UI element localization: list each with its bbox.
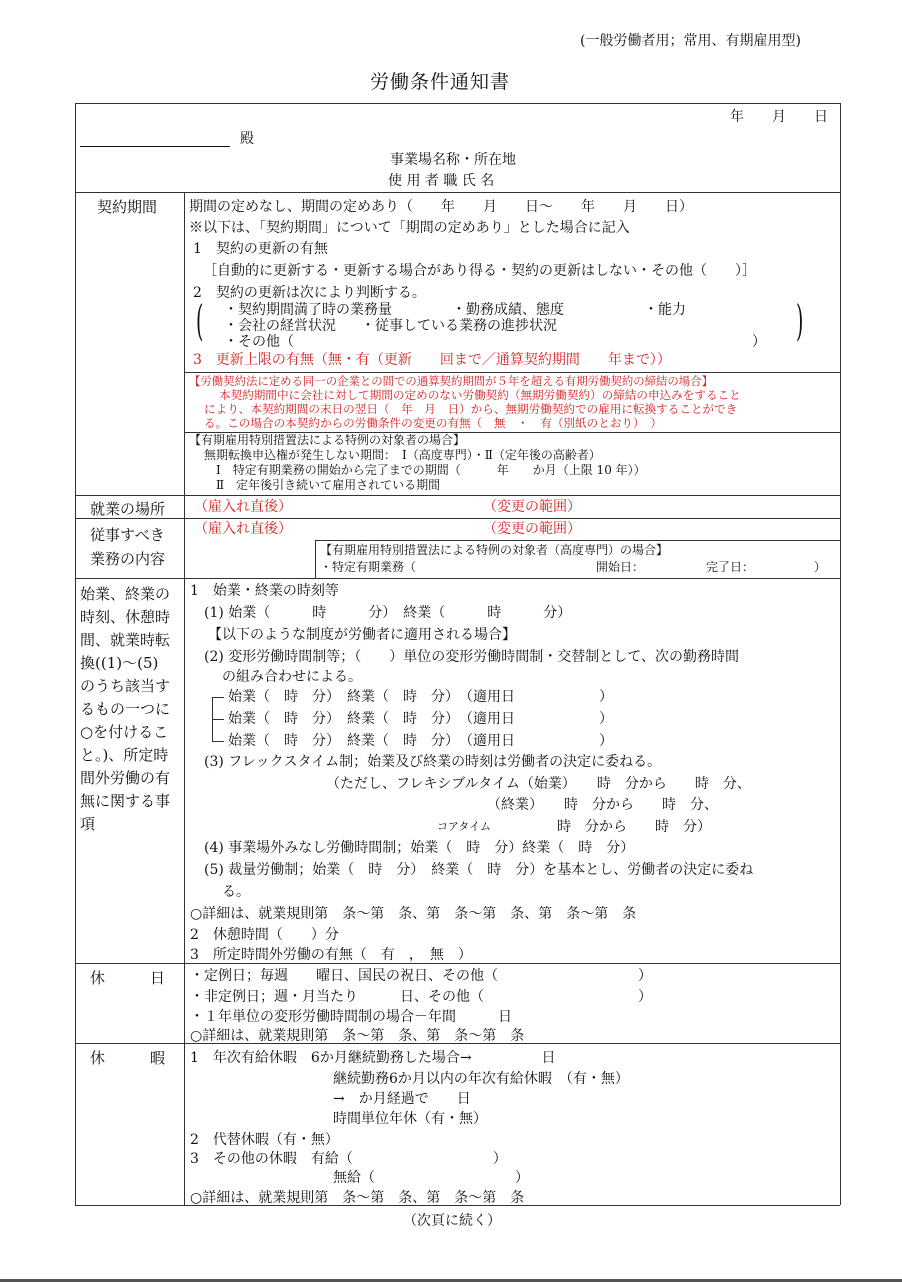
employer-name-label: 事業場名称・所在地	[390, 152, 516, 168]
hours-offsite[interactable]: (4) 事業場外みなし労働時間制；始業（ 時 分）終業（ 時 分）	[204, 840, 635, 856]
renewal-criterion-progress[interactable]: ・従事している業務の進捗状況	[361, 318, 557, 334]
renewal-criterion-ability[interactable]: ・能力	[644, 302, 686, 318]
workplace-label: 就業の場所	[90, 500, 166, 518]
hours-rules-ref[interactable]: ○詳細は、就業規則第 条～第 条、第 条～第 条、第 条～第 条	[190, 906, 637, 922]
contract-renewal-options[interactable]: ［自動的に更新する・更新する場合があり得る・契約の更新はしない・その他（ ）］	[203, 263, 756, 279]
addressee-line[interactable]	[80, 146, 230, 147]
employer-title-label: 使 用 者 職 氏 名	[388, 173, 495, 189]
workplace-initial[interactable]: （雇入れ直後）	[194, 499, 292, 515]
duty-initial[interactable]: （雇入れ直後）	[194, 521, 292, 537]
duty-special-heading: 【有期雇用特別措置法による特例の対象者（高度専門）の場合】	[320, 543, 669, 557]
hours-variable[interactable]: (2) 変形労働時間制等；（ ）単位の変形労働時間制・交替制として、次の勤務時間	[204, 649, 739, 665]
substitute-leave[interactable]: 2 代替休暇（有・無）	[190, 1132, 339, 1148]
renewal-criterion-performance[interactable]: ・勤務成績、態度	[452, 302, 564, 318]
contract-line-1[interactable]: 期間の定めなし、期間の定めあり（ 年 月 日～ 年 月 日）	[189, 199, 693, 215]
leave-rules-ref[interactable]: ○詳細は、就業規則第 条～第 条、第 条～第 条	[190, 1190, 525, 1206]
other-leave-unpaid[interactable]: 無給（ ）	[333, 1170, 529, 1186]
annual-leave-after[interactable]: → か月経過で 日	[333, 1091, 471, 1107]
special-measures-type-2[interactable]: Ⅱ 定年後引き続いて雇用されている期間	[216, 478, 441, 492]
conversion-heading: 【労働契約法に定める同一の企業との間での通算契約期間が５年を超える有期労働契約の締結の場合】	[189, 374, 713, 388]
break-time[interactable]: 2 休憩時間（ ）分	[190, 927, 339, 943]
conversion-text-2: により、本契約期間の末日の翌日（ 年 月 日）から、無期労働契約での雇用に転換することができ	[204, 402, 738, 416]
hours-discretionary[interactable]: (5) 裁量労働制；始業（ 時 分） 終業（ 時 分）を基本とし、労働者の決定に委ね	[204, 862, 754, 878]
leave-label: 休 暇	[90, 1049, 166, 1067]
hours-line-1: 1 始業・終業の時刻等	[190, 583, 339, 599]
renewal-criterion-workload[interactable]: ・契約期間満了時の業務量	[224, 302, 392, 318]
hours-flex[interactable]: (3) フレックスタイム制；始業及び終業の時刻は労働者の決定に委ねる。	[204, 754, 662, 770]
shift-row-2[interactable]: 始業（ 時 分） 終業（ 時 分） （適用日 ）	[228, 711, 613, 727]
holidays-annual[interactable]: ・１年単位の変形労働時間制の場合－年間 日	[190, 1009, 512, 1025]
renewal-other-close: ）	[752, 334, 766, 350]
hours-regular[interactable]: (1) 始業（ 時 分） 終業（ 時 分）	[204, 605, 572, 621]
shift-row-1[interactable]: 始業（ 時 分） 終業（ 時 分） （適用日 ）	[228, 689, 613, 705]
contract-line-3: 1 契約の更新の有無	[193, 241, 328, 257]
hours-discretionary-cont: る。	[222, 884, 250, 900]
duty-special-close: ）	[814, 560, 827, 574]
renewal-criterion-other[interactable]: ・その他（	[224, 334, 294, 350]
issue-date[interactable]: 年 月 日	[730, 109, 828, 125]
duty-label-line-2: 業務の内容	[90, 550, 166, 568]
holidays-label: 休 日	[90, 969, 166, 987]
other-leave-paid[interactable]: 3 その他の休暇 有給（ ）	[190, 1151, 507, 1167]
holidays-rules-ref[interactable]: ○詳細は、就業規則第 条～第 条、第 条～第 条	[190, 1028, 525, 1044]
core-time-label: コアタイム	[437, 820, 492, 833]
continued-note: （次頁に続く）	[403, 1213, 501, 1229]
hourly-leave[interactable]: 時間単位年休（有・無）	[333, 1111, 487, 1127]
hours-flex-end[interactable]: （終業） 時 分から 時 分、	[487, 797, 718, 813]
holidays-irregular[interactable]: ・非定例日；週・月当たり 日、その他（ ）	[190, 989, 652, 1005]
hours-flex-start[interactable]: （ただし、フレキシブルタイム（始業） 時 分から 時 分、	[326, 776, 751, 792]
special-measures-heading: 【有期雇用特別措置法による特例の対象者の場合】	[189, 433, 466, 447]
addressee-suffix: 殿	[240, 131, 254, 147]
annual-leave[interactable]: 1 年次有給休暇 6か月継続勤務した場合→ 日	[190, 1050, 556, 1066]
duty-change-range[interactable]: （変更の範囲）	[483, 521, 581, 537]
duty-special-end[interactable]: 完了日：	[706, 560, 755, 574]
left-brace-icon: (	[196, 296, 204, 345]
contract-line-5: 2 契約の更新は次により判断する。	[193, 285, 426, 301]
right-brace-icon: )	[796, 296, 804, 345]
special-measures-period[interactable]: 無期転換申込権が発生しない期間： Ⅰ（高度専門）・Ⅱ（定年後の高齢者）	[204, 448, 601, 462]
conversion-text-1: 本契約期間中に会社に対して期間の定めのない労働契約（無期労働契約）の締結の申込みをすること	[219, 388, 741, 402]
form-type-label: (一般労働者用；常用、有期雇用型)	[580, 33, 801, 49]
conversion-text-3[interactable]: る。この場合の本契約からの労働条件の変更の有無（ 無 ・ 有（別紙のとおり） ）	[204, 416, 662, 430]
duty-label-line-1: 従事すべき	[90, 526, 165, 544]
renewal-criterion-business[interactable]: ・会社の経営状況	[224, 318, 336, 334]
shift-row-3[interactable]: 始業（ 時 分） 終業（ 時 分） （適用日 ）	[228, 733, 613, 749]
document-title: 労働条件通知書	[370, 71, 511, 93]
workplace-change-range[interactable]: （変更の範囲）	[483, 499, 581, 515]
renewal-limit-line[interactable]: 3 更新上限の有無（無・有（更新 回まで／通算契約期間 年まで））	[193, 352, 671, 368]
hours-core-time[interactable]: 時 分から 時 分）	[557, 819, 711, 835]
hours-systems-heading: 【以下のような制度が労働者に適用される場合】	[208, 627, 516, 643]
hours-variable-cont: の組み合わせによる。	[222, 669, 362, 685]
holidays-regular[interactable]: ・定例日；毎週 曜日、国民の祝日、その他（ ）	[190, 968, 652, 984]
duty-special-task[interactable]: ・特定有期業務（	[320, 560, 417, 574]
contract-period-label: 契約期間	[97, 198, 158, 216]
overtime-flag[interactable]: 3 所定時間外労働の有無（ 有 ， 無 ）	[190, 947, 472, 963]
contract-line-2: ※以下は、「契約期間」について「期間の定めあり」とした場合に記入	[189, 220, 630, 236]
special-measures-type-1[interactable]: Ⅰ 特定有期業務の開始から完了までの期間（ 年 か月（上限 10 年））	[216, 463, 646, 477]
annual-leave-within-6m[interactable]: 継続勤務6か月以内の年次有給休暇 （有・無）	[333, 1071, 629, 1087]
duty-special-start[interactable]: 開始日：	[596, 560, 645, 574]
